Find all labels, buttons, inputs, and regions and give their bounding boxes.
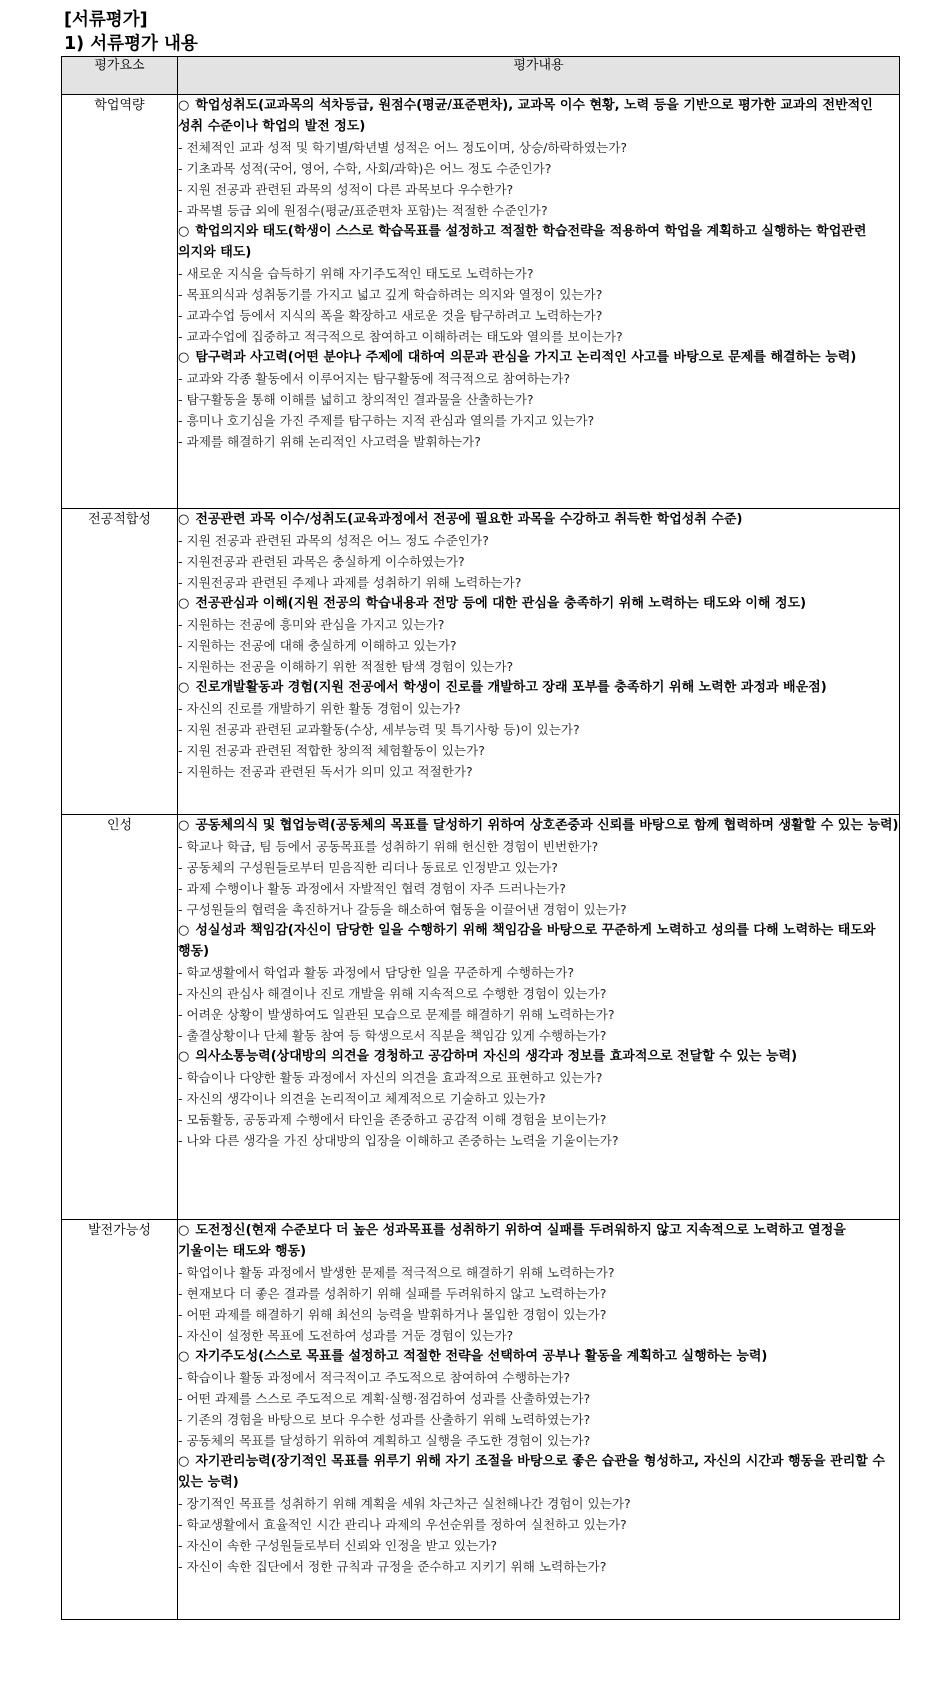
criterion-question: - 과제를 해결하기 위해 논리적인 사고력을 발휘하는가? bbox=[178, 434, 481, 449]
criterion-question: - 학업이나 활동 과정에서 발생한 문제를 적극적으로 해결하기 위해 노력하는가? bbox=[178, 1265, 615, 1280]
criterion-title: 도전정신 bbox=[195, 1223, 246, 1238]
criterion-question: - 학교생활에서 효율적인 시간 관리나 과제의 우선순위를 정하여 실천하고 있는가? bbox=[178, 1517, 627, 1532]
criterion-heading bbox=[178, 1046, 899, 1067]
criterion-question: - 기존의 경험을 바탕으로 보다 우수한 성과를 산출하기 위해 노력하였는가? bbox=[178, 1412, 591, 1427]
criterion-question: - 교과수업에 집중하고 적극적으로 참여하고 이해하려는 태도와 열의를 보이는가? bbox=[178, 329, 623, 344]
criterion-question: - 새로운 지식을 습득하기 위해 자기주도적인 태도로 노력하는가? bbox=[178, 266, 534, 281]
table-body bbox=[62, 95, 900, 1620]
evaluation-table bbox=[61, 56, 900, 1620]
eval-factor-label: 발전가능성 bbox=[88, 1223, 151, 1238]
criterion-heading bbox=[178, 1220, 899, 1262]
criterion-title: 전공관심과 이해 bbox=[195, 596, 288, 611]
criterion-question: - 공동체의 구성원들로부터 믿음직한 리더나 동료로 인정받고 있는가? bbox=[178, 860, 558, 875]
criterion-question: - 지원전공과 관련된 과목은 충실하게 이수하였는가? bbox=[178, 554, 465, 569]
criterion-heading bbox=[178, 221, 899, 263]
header-eval-content: 평가내용 bbox=[178, 57, 900, 95]
circle-bullet-icon: ○ bbox=[178, 818, 190, 833]
criterion-question: - 장기적인 목표를 성취하기 위해 계획을 세워 차근차근 실천해나간 경험이 있는가? bbox=[178, 1496, 631, 1511]
criterion-question: - 기초과목 성적(국어, 영어, 수학, 사회/과학)은 어느 정도 수준인가? bbox=[178, 161, 552, 176]
criterion-question: - 과제 수행이나 활동 과정에서 자발적인 협력 경험이 자주 드러나는가? bbox=[178, 881, 566, 896]
criterion-question: - 지원 전공과 관련된 과목의 성적이 다른 과목보다 우수한가? bbox=[178, 182, 514, 197]
circle-bullet-icon: ○ bbox=[178, 1049, 190, 1064]
circle-bullet-icon: ○ bbox=[178, 1454, 190, 1469]
criterion-question: - 지원하는 전공을 이해하기 위한 적절한 탐색 경험이 있는가? bbox=[178, 659, 514, 674]
criterion-question: - 전체적인 교과 성적 및 학기별/학년별 성적은 어느 정도이며, 상승/하락하였는가? bbox=[178, 140, 628, 155]
criterion-title: 학업의지와 태도 bbox=[195, 224, 288, 239]
criterion-question: - 지원하는 전공에 대해 충실하게 이해하고 있는가? bbox=[178, 638, 457, 653]
criterion-title: 의사소통능력 bbox=[195, 1049, 271, 1064]
criterion-question: - 어려운 상황이 발생하여도 일관된 모습으로 문제를 해결하기 위해 노력하는가? bbox=[178, 1007, 615, 1022]
criterion-question: - 목표의식과 성취동기를 가지고 넓고 깊게 학습하려는 의지와 열정이 있는가? bbox=[178, 287, 603, 302]
eval-factor-cell bbox=[62, 95, 178, 509]
criterion-question: - 지원전공과 관련된 주제나 과제를 성취하기 위해 노력하는가? bbox=[178, 575, 522, 590]
criterion-description: (장기적인 목표를 위루기 위해 자기 조절을 바탕으로 좋은 습관을 형성하고, 자신의 시간과 행동을 관리할 수 있는 능력) bbox=[178, 1454, 885, 1490]
eval-factor-cell bbox=[62, 509, 178, 815]
criterion-heading bbox=[178, 920, 899, 962]
circle-bullet-icon: ○ bbox=[178, 1349, 190, 1364]
criterion-question: - 자신의 생각이나 의견을 논리적이고 체계적으로 기술하고 있는가? bbox=[178, 1091, 546, 1106]
criterion-question: - 자신의 관심사 해결이나 진로 개발을 위해 지속적으로 수행한 경험이 있는가? bbox=[178, 986, 607, 1001]
eval-content-cell bbox=[178, 815, 900, 1220]
criterion-question: - 구성원들의 협력을 촉진하거나 갈등을 해소하여 협동을 이끌어낸 경험이 있는가? bbox=[178, 902, 627, 917]
table-row bbox=[62, 1220, 900, 1620]
table-header-row bbox=[62, 57, 900, 95]
criterion-description: (상대방의 의견을 경청하고 공감하며 자신의 생각과 정보를 효과적으로 전달할 수 있는 능력) bbox=[270, 1049, 798, 1064]
criterion-description: (지원 전공의 학습내용과 전망 등에 대한 관심을 충족하기 위해 노력하는 태도와 이해 정도) bbox=[287, 596, 807, 611]
eval-factor-label: 인성 bbox=[106, 818, 133, 833]
criterion-question: - 학교나 학급, 팀 등에서 공동목표를 성취하기 위해 헌신한 경험이 빈번한가? bbox=[178, 839, 599, 854]
criterion-question: - 지원 전공과 관련된 과목의 성적은 어느 정도 수준인가? bbox=[178, 533, 489, 548]
eval-factor-label: 학업역량 bbox=[94, 98, 145, 113]
criterion-title: 학업성취도 bbox=[195, 98, 259, 113]
circle-bullet-icon: ○ bbox=[178, 1223, 190, 1238]
criterion-title: 전공관련 과목 이수/성취도 bbox=[195, 512, 348, 527]
criterion-question: - 탐구활동을 통해 이해를 넓히고 창의적인 결과물을 산출하는가? bbox=[178, 392, 534, 407]
criterion-title: 자기주도성 bbox=[195, 1349, 259, 1364]
eval-content-cell bbox=[178, 1220, 900, 1620]
criterion-question: - 학교생활에서 학업과 활동 과정에서 담당한 일을 꾸준하게 수행하는가? bbox=[178, 965, 575, 980]
circle-bullet-icon: ○ bbox=[178, 350, 190, 365]
section-title: 1) 서류평가 내용 bbox=[64, 34, 198, 54]
circle-bullet-icon: ○ bbox=[178, 98, 190, 113]
circle-bullet-icon: ○ bbox=[178, 923, 190, 938]
criterion-question: - 과목별 등급 외에 원점수(평균/표준편차 포함)는 적절한 수준인가? bbox=[178, 203, 548, 218]
eval-factor-cell bbox=[62, 815, 178, 1220]
circle-bullet-icon: ○ bbox=[178, 680, 190, 695]
criterion-question: - 지원하는 전공에 흥미와 관심을 가지고 있는가? bbox=[178, 617, 445, 632]
criterion-question: - 자신이 속한 구성원들로부터 신뢰와 인정을 받고 있는가? bbox=[178, 1538, 498, 1553]
criterion-question: - 자신이 설정한 목표에 도전하여 성과를 거둔 경험이 있는가? bbox=[178, 1328, 514, 1343]
eval-factor-cell bbox=[62, 1220, 178, 1620]
criterion-question: - 자신이 속한 집단에서 정한 규칙과 규정을 준수하고 지키기 위해 노력하는가? bbox=[178, 1559, 607, 1574]
criterion-title: 성실성과 책임감 bbox=[195, 923, 288, 938]
criterion-question: - 어떤 과제를 해결하기 위해 최선의 능력을 발휘하거나 몰입한 경험이 있는가? bbox=[178, 1307, 607, 1322]
page-heading: [서류평가] bbox=[64, 10, 148, 30]
criterion-description: (현재 수준보다 더 높은 성과목표를 성취하기 위하여 실패를 두려워하지 않고 지속적으로 노력하고 열정을 기울이는 태도와 행동) bbox=[178, 1223, 846, 1259]
criterion-question: - 모둠활동, 공동과제 수행에서 타인을 존중하고 공감적 이해 경험을 보이는가? bbox=[178, 1112, 607, 1127]
criterion-question: - 자신의 진로를 개발하기 위한 활동 경험이 있는가? bbox=[178, 701, 461, 716]
header-eval-factor: 평가요소 bbox=[62, 57, 178, 95]
criterion-description: (학생이 스스로 학습목표를 설정하고 적절한 학습전략을 적용하여 학업을 계획하고 실행하는 학업관련 의지와 태도) bbox=[178, 224, 867, 260]
criterion-title: 자기관리능력 bbox=[195, 1454, 271, 1469]
criterion-description: (지원 전공에서 학생이 진로를 개발하고 장래 포부를 충족하기 위해 노력한 과정과 배운점) bbox=[312, 680, 827, 695]
criterion-description: (교과목의 석차등급, 원점수(평균/표준편차), 교과목 이수 현황, 노력 등을 기반으로 평가한 교과의 전반적인 성취 수준이나 학업의 발전 정도) bbox=[178, 98, 873, 134]
criterion-title: 탐구력과 사고력 bbox=[195, 350, 288, 365]
criterion-heading bbox=[178, 593, 899, 614]
table-row bbox=[62, 95, 900, 509]
circle-bullet-icon: ○ bbox=[178, 596, 190, 611]
criterion-heading bbox=[178, 677, 899, 698]
criterion-heading bbox=[178, 1451, 899, 1493]
criterion-question: - 어떤 과제를 스스로 주도적으로 계획·실행·점검하여 성과를 산출하였는가? bbox=[178, 1391, 591, 1406]
criterion-heading bbox=[178, 815, 899, 836]
eval-content-cell bbox=[178, 95, 900, 509]
criterion-title: 진로개발활동과 경험 bbox=[195, 680, 313, 695]
criterion-question: - 현재보다 더 좋은 결과를 성취하기 위해 실패를 두려워하지 않고 노력하는가? bbox=[178, 1286, 607, 1301]
criterion-question: - 공동체의 목표를 달성하기 위하여 계획하고 실행을 주도한 경험이 있는가? bbox=[178, 1433, 591, 1448]
criterion-title: 공동체의식 및 협업능력 bbox=[195, 818, 330, 833]
criterion-question: - 흥미나 호기심을 가진 주제를 탐구하는 지적 관심과 열의를 가지고 있는가? bbox=[178, 413, 595, 428]
criterion-description: (교육과정에서 전공에 필요한 과목을 수강하고 취득한 학업성취 수준) bbox=[347, 512, 743, 527]
criterion-question: - 출결상황이나 단체 활동 참여 등 학생으로서 직분을 책임감 있게 수행하는가? bbox=[178, 1028, 607, 1043]
circle-bullet-icon: ○ bbox=[178, 224, 190, 239]
criterion-heading bbox=[178, 509, 899, 530]
table-row bbox=[62, 815, 900, 1220]
criterion-question: - 지원 전공과 관련된 적합한 창의적 체험활동이 있는가? bbox=[178, 743, 485, 758]
criterion-question: - 학습이나 다양한 활동 과정에서 자신의 의견을 효과적으로 표현하고 있는가? bbox=[178, 1070, 603, 1085]
criterion-question: - 학습이나 활동 과정에서 적극적이고 주도적으로 참여하여 수행하는가? bbox=[178, 1370, 571, 1385]
criterion-question: - 나와 다른 생각을 가진 상대방의 입장을 이해하고 존중하는 노력을 기울이는가? bbox=[178, 1133, 619, 1148]
eval-factor-label: 전공적합성 bbox=[88, 512, 151, 527]
criterion-heading bbox=[178, 347, 899, 368]
criterion-question: - 지원 전공과 관련된 교과활동(수상, 세부능력 및 특기사항 등)이 있는가? bbox=[178, 722, 580, 737]
table-row bbox=[62, 509, 900, 815]
criterion-question: - 교과수업 등에서 지식의 폭을 확장하고 새로운 것을 탐구하려고 노력하는가? bbox=[178, 308, 603, 323]
criterion-question: - 지원하는 전공과 관련된 독서가 의미 있고 적절한가? bbox=[178, 764, 473, 779]
criterion-description: (공동체의 목표를 달성하기 위하여 상호존중과 신뢰를 바탕으로 함께 협력하며 생활할 수 있는 능력) bbox=[329, 818, 899, 833]
criterion-question: - 교과와 각종 활동에서 이루어지는 탐구활동에 적극적으로 참여하는가? bbox=[178, 371, 571, 386]
criterion-heading bbox=[178, 1346, 899, 1367]
criterion-description: (자신이 담당한 일을 수행하기 위해 책임감을 바탕으로 꾸준하게 노력하고 성의를 다해 노력하는 태도와 행동) bbox=[178, 923, 876, 959]
criterion-heading bbox=[178, 95, 899, 137]
eval-content-cell bbox=[178, 509, 900, 815]
circle-bullet-icon: ○ bbox=[178, 512, 190, 527]
criterion-description: (스스로 목표를 설정하고 적절한 전략을 선택하여 공부나 활동을 계획하고 실행하는 능력) bbox=[258, 1349, 768, 1364]
criterion-description: (어떤 분야나 주제에 대하여 의문과 관심을 가지고 논리적인 사고를 바탕으로 문제를 해결하는 능력) bbox=[287, 350, 857, 365]
